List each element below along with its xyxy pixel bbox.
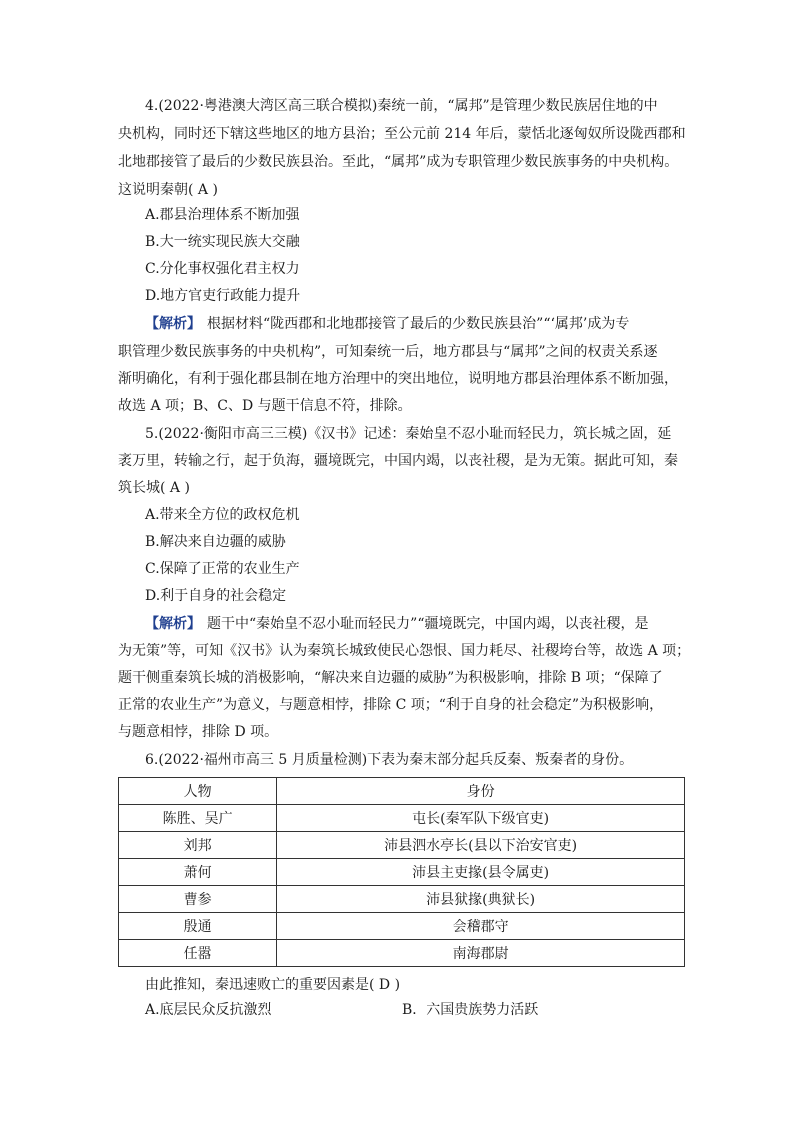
q6-option-b: B．六国贵族势力活跃 (402, 1002, 539, 1018)
q5-option-d: D.利于自身的社会稳定 (145, 588, 287, 604)
q4-stem-line-3: 北地郡接管了最后的少数民族县治。至此，“属邦”成为专职管理少数民族事务的中央机构。 (118, 154, 679, 170)
q5-option-b: B.解决来自边疆的威胁 (145, 534, 286, 550)
q4-option-b: B.大一统实现民族大交融 (145, 234, 300, 250)
table-row (119, 940, 685, 967)
q4-option-c: C.分化事权强化君主权力 (145, 261, 300, 277)
table-cell-identity: 屯长(秦军队下级官吏) (277, 805, 685, 832)
table-cell-identity: 南海郡尉 (277, 940, 685, 967)
q6-stem: 6.(2022·福州市高三 5 月质量检测)下表为秦末部分起兵反秦、叛秦者的身份。 (145, 752, 634, 768)
q5-stem-line-3: 筑长城( A ) (118, 480, 190, 496)
q5-stem-line-2: 袤万里，转输之行，起于负海，疆境既完，中国内竭，以丧社稷，是为无策。据此可知，秦 (118, 453, 678, 469)
q4-analysis-text-1: 根据材料“陇西郡和北地郡接管了最后的少数民族县治”“‘属邦’成为专 (207, 316, 630, 332)
table-cell-person: 殷通 (119, 913, 277, 940)
q5-stem-line-1: 5.(2022·衡阳市高三三模)《汉书》记述：秦始皇不忍小耻而轻民力，筑长城之固，延 (145, 426, 672, 442)
q6-question: 由此推知，秦迅速败亡的重要因素是( D ) (145, 977, 401, 993)
table-row (119, 859, 685, 886)
table-cell-identity: 沛县主吏掾(县令属吏) (277, 859, 685, 886)
q5-option-c: C.保障了正常的农业生产 (145, 561, 300, 577)
q4-stem-line-2: 央机构，同时还下辖这些地区的地方县治；至公元前 214 年后，蒙恬北逐匈奴所设陇西郡和 (118, 126, 686, 142)
table-cell-person: 刘邦 (119, 832, 277, 859)
q4-analysis-line-4: 故选 A 项；B、C、D 与题干信息不符，排除。 (118, 398, 412, 414)
table-cell-identity: 沛县狱掾(典狱长) (277, 886, 685, 913)
table-header-row (119, 778, 685, 805)
table-cell-identity: 会稽郡守 (277, 913, 685, 940)
table-row (119, 832, 685, 859)
table-row (119, 805, 685, 832)
table-row (119, 886, 685, 913)
q5-option-a: A.带来全方位的政权危机 (145, 507, 300, 523)
analysis-tag: 【解析】 (145, 616, 201, 632)
q4-analysis-line-1 (145, 314, 629, 334)
analysis-tag: 【解析】 (145, 316, 201, 332)
q4-analysis-line-3: 渐明确化，有利于强化郡县制在地方治理中的突出地位，说明地方郡县治理体系不断加强， (118, 371, 678, 387)
q4-stem-line-4: 这说明秦朝( A ) (118, 182, 218, 198)
q5-analysis-line-4: 正常的农业生产”为意义，与题意相悖，排除 C 项；“利于自身的社会稳定”为积极影响， (118, 697, 664, 713)
q5-analysis-line-1 (145, 614, 648, 634)
table-cell-person: 陈胜、吴广 (119, 805, 277, 832)
q5-analysis-line-3: 题干侧重秦筑长城的消极影响，“解决来自边疆的威胁”为积极影响，排除 B 项；“保障了 (118, 670, 663, 686)
table-cell-person: 萧何 (119, 859, 277, 886)
q4-stem-line-1: 4.(2022·粤港澳大湾区高三联合模拟)秦统一前，“属邦”是管理少数民族居住地的中 (145, 98, 658, 114)
q5-analysis-text-1: 题干中“秦始皇不忍小耻而轻民力”“疆境既完，中国内竭，以丧社稷，是 (207, 616, 649, 632)
q4-option-a: A.郡县治理体系不断加强 (145, 207, 300, 223)
table-row (119, 913, 685, 940)
table-cell-identity: 沛县泗水亭长(县以下治安官吏) (277, 832, 685, 859)
table-cell-person: 任嚣 (119, 940, 277, 967)
q5-analysis-line-2: 为无策”等，可知《汉书》认为秦筑长城致使民心怨恨、国力耗尽、社稷垮台等，故选 A 项； (118, 643, 691, 659)
table-header-identity: 身份 (277, 778, 685, 805)
identity-table (118, 777, 685, 967)
table-cell-person: 曹参 (119, 886, 277, 913)
table-header-person: 人物 (119, 778, 277, 805)
q5-analysis-line-5: 与题意相悖，排除 D 项。 (118, 724, 279, 740)
q4-option-d: D.地方官吏行政能力提升 (145, 288, 301, 304)
q6-option-a: A.底层民众反抗激烈 (145, 1002, 272, 1018)
q4-analysis-line-2: 职管理少数民族事务的中央机构”，可知秦统一后，地方郡县与“属邦”之间的权责关系逐 (118, 344, 658, 360)
